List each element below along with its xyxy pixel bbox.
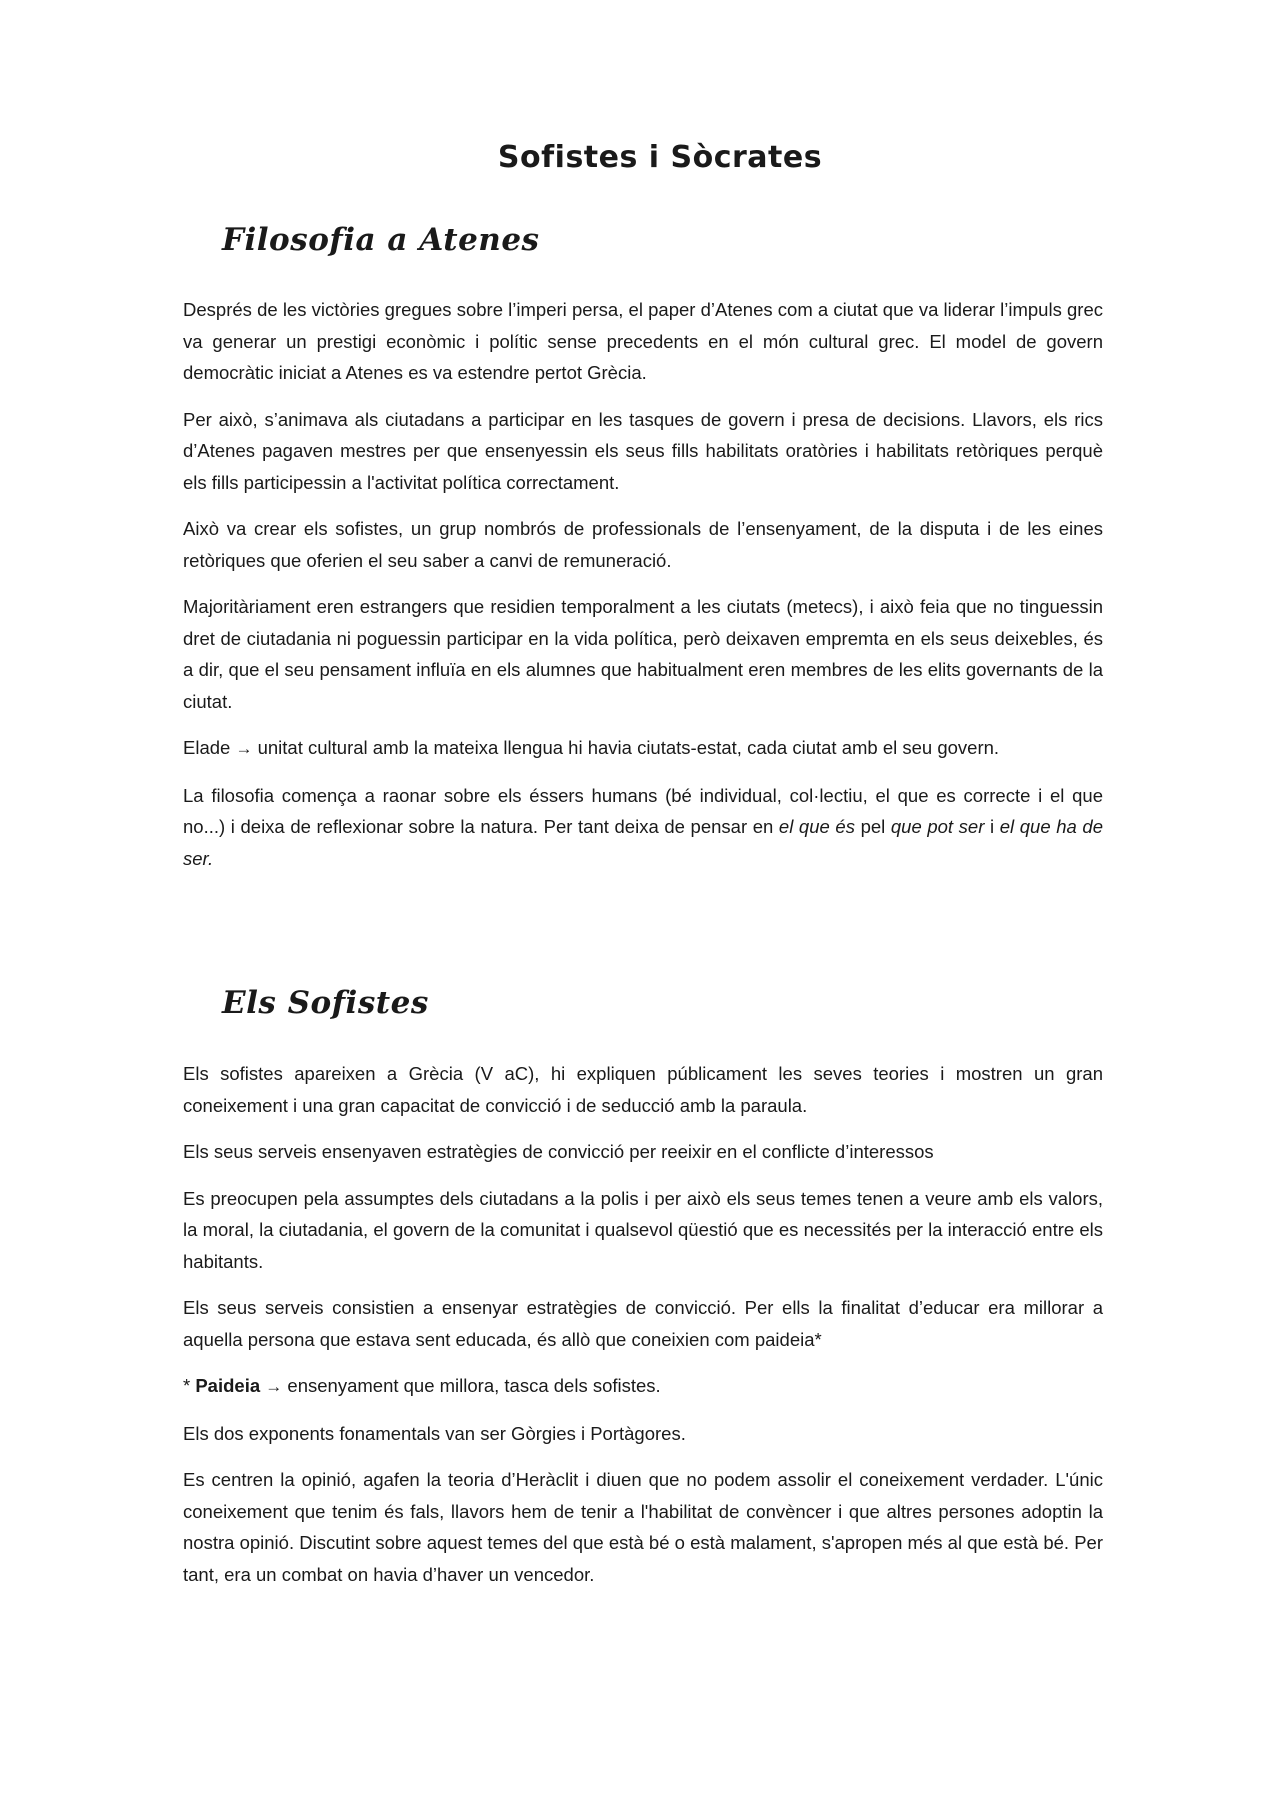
paragraph: Per això, s’animava als ciutadans a participar en les tasques de govern i presa de decisions. Llavors, els rics d’Atenes pagaven mestres per que ensenyessin els seus fills habilitats oratòries i habilitats retòriques perquè els fills participessin a l'activitat política correctament.	[183, 408, 1103, 493]
definition-text: unitat cultural amb la mateixa llengua hi havia ciutats-estat, cada ciutat amb el seu govern.	[257, 737, 1000, 758]
paragraph: Majoritàriament eren estrangers que residien temporalment a les ciutats (metecs), i això feia que no tinguessin dret de ciutadania ni poguessin participar en la vida política, però deixaven empremta en els seus deixebles, és a dir, que el seu pensament influïa en els alumnes que habitualment eren membres de les elits governants de la ciutat.	[183, 596, 1103, 712]
emphasis: que pot ser	[890, 816, 985, 837]
paragraph: Després de les victòries gregues sobre l’imperi persa, el paper d’Atenes com a ciutat que va liderar l’impuls grec va generar un prestigi econòmic i polític sense precedents en el món cultural grec. El model de govern democràtic iniciat a Atenes es va estendre pertot Grècia.	[183, 299, 1103, 383]
paragraph: Els seus serveis ensenyaven estratègies de convicció per reeixir en el conflicte d’interessos	[183, 1141, 934, 1162]
paragraph: Els dos exponents fonamentals van ser Gòrgies i Portàgores.	[183, 1422, 686, 1444]
text-run: La filosofia comença a raonar sobre els éssers humans (bé individual, col·lectiu, el que es correcte i el que no...) i deixa de reflexionar sobre la natura. Per tant deixa de pensar en	[183, 784, 1103, 837]
text-run: pel	[854, 816, 891, 837]
paragraph: Això va crear els sofistes, un grup nombrós de professionals de l’ensenyament, de la disputa i de les eines retòriques que oferien el seu saber a canvi de remuneració.	[183, 518, 1103, 571]
section-heading-els-sofistes: Els Sofistes	[222, 985, 429, 1021]
paragraph-paideia	[183, 1370, 1103, 1403]
section-body-filosofia-atenes	[183, 294, 1103, 889]
page-title: Sofistes i Sòcrates	[497, 140, 823, 175]
paragraph: Es centren la opinió, agafen la teoria d’Heràclit i diuen que no podem assolir el coneixement verdader. L'únic coneixement que tenim és fals, llavors hem de tenir a l'habilitat de convèncer i que altres persones adoptin la nostra opinió. Discutint sobre aquest temes del que està bé o està malament, s'apropen més al que està bé. Per tant, era un combat on havia d’haver un vencedor.	[183, 1469, 1103, 1585]
emphasis: el que ha de ser.	[183, 816, 1103, 869]
paragraph-elade	[183, 732, 1103, 765]
text-run: i	[984, 816, 1000, 837]
term-paideia: Paideia	[195, 1375, 261, 1396]
section-heading-filosofia-atenes: Filosofia a Atenes	[222, 222, 540, 258]
paragraph-filosofia	[183, 780, 1103, 875]
paragraph: Els seus serveis consistien a ensenyar estratègies de convicció. Per ells la finalitat d’educar era millorar a aquella persona que estava sent educada, és allò que coneixien com paideia*	[183, 1297, 1103, 1350]
term-elade: Elade	[183, 737, 231, 758]
paragraph: Els sofistes apareixen a Grècia (V aC), hi expliquen públicament les seves teories i mostren un gran coneixement i una gran capacitat de convicció i de seducció amb la paraula.	[183, 1063, 1103, 1116]
footnote-marker: *	[183, 1375, 196, 1396]
emphasis: el que és	[778, 816, 855, 837]
paragraph: Es preocupen pela assumptes dels ciutadans a la polis i per això els seus temes tenen a veure amb els valors, la moral, la ciutadania, el govern de la comunitat i qualsevol qüestió que es necessités per la interacció entre els habitants.	[183, 1187, 1103, 1272]
arrow-right-icon: →	[235, 739, 253, 758]
definition-text: ensenyament que millora, tasca dels sofistes.	[287, 1375, 661, 1396]
section-body-els-sofistes	[183, 1058, 1103, 1605]
arrow-right-icon: →	[265, 1377, 283, 1396]
